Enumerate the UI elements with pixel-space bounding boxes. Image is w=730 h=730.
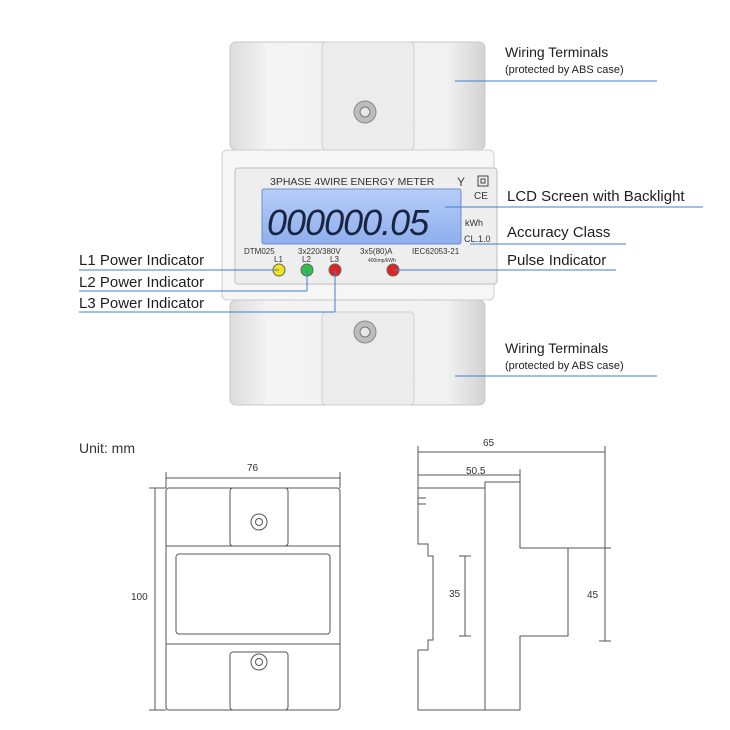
rail-outer-dim: 45 [587, 590, 599, 601]
voltage-label: 3x220/380V [298, 247, 341, 256]
callout-wiring-top-sub: (protected by ABS case) [505, 64, 624, 76]
side-profile [418, 482, 568, 710]
l2-label: L2 [302, 255, 311, 264]
callout-lcd: LCD Screen with Backlight [507, 188, 685, 205]
l1-label: L1 [274, 255, 283, 264]
callout-l3: L3 Power Indicator [79, 295, 205, 312]
l3-label: L3 [330, 255, 339, 264]
standard-label: IEC62053-21 [412, 247, 460, 256]
front-outline [166, 488, 340, 710]
side-inner-dim: 50.5 [466, 466, 486, 477]
rail-inner-dim: 35 [449, 589, 461, 600]
front-width-dim: 76 [247, 463, 259, 474]
callout-l1: L1 Power Indicator [79, 252, 205, 269]
side-depth-dim: 65 [483, 438, 495, 449]
class-label: CL.1.0 [464, 234, 491, 244]
imp-label: 400imp/kWh [368, 258, 396, 264]
callout-l2: L2 Power Indicator [79, 274, 205, 291]
meter-title: 3PHASE 4WIRE ENERGY METER [270, 176, 435, 188]
y-symbol-icon: Y [457, 175, 466, 189]
front-height-dim: 100 [131, 592, 148, 603]
front-view-drawing [0, 420, 730, 730]
callout-accuracy: Accuracy Class [507, 224, 611, 241]
callout-wiring-top-title: Wiring Terminals [505, 44, 609, 60]
ce-mark: CE [474, 191, 488, 202]
top-terminal-cover [322, 42, 414, 150]
model-label: DTM025 [244, 247, 275, 256]
callout-wiring-bottom-sub: (protected by ABS case) [505, 360, 624, 372]
unit-label: Unit: mm [79, 440, 135, 456]
current-label: 3x5(80)A [360, 247, 393, 256]
callout-wiring-bottom-title: Wiring Terminals [505, 340, 609, 356]
lcd-reading: 000000.05 [267, 202, 429, 243]
callout-pulse: Pulse Indicator [507, 252, 607, 269]
kwh-unit: kWh [465, 218, 483, 228]
